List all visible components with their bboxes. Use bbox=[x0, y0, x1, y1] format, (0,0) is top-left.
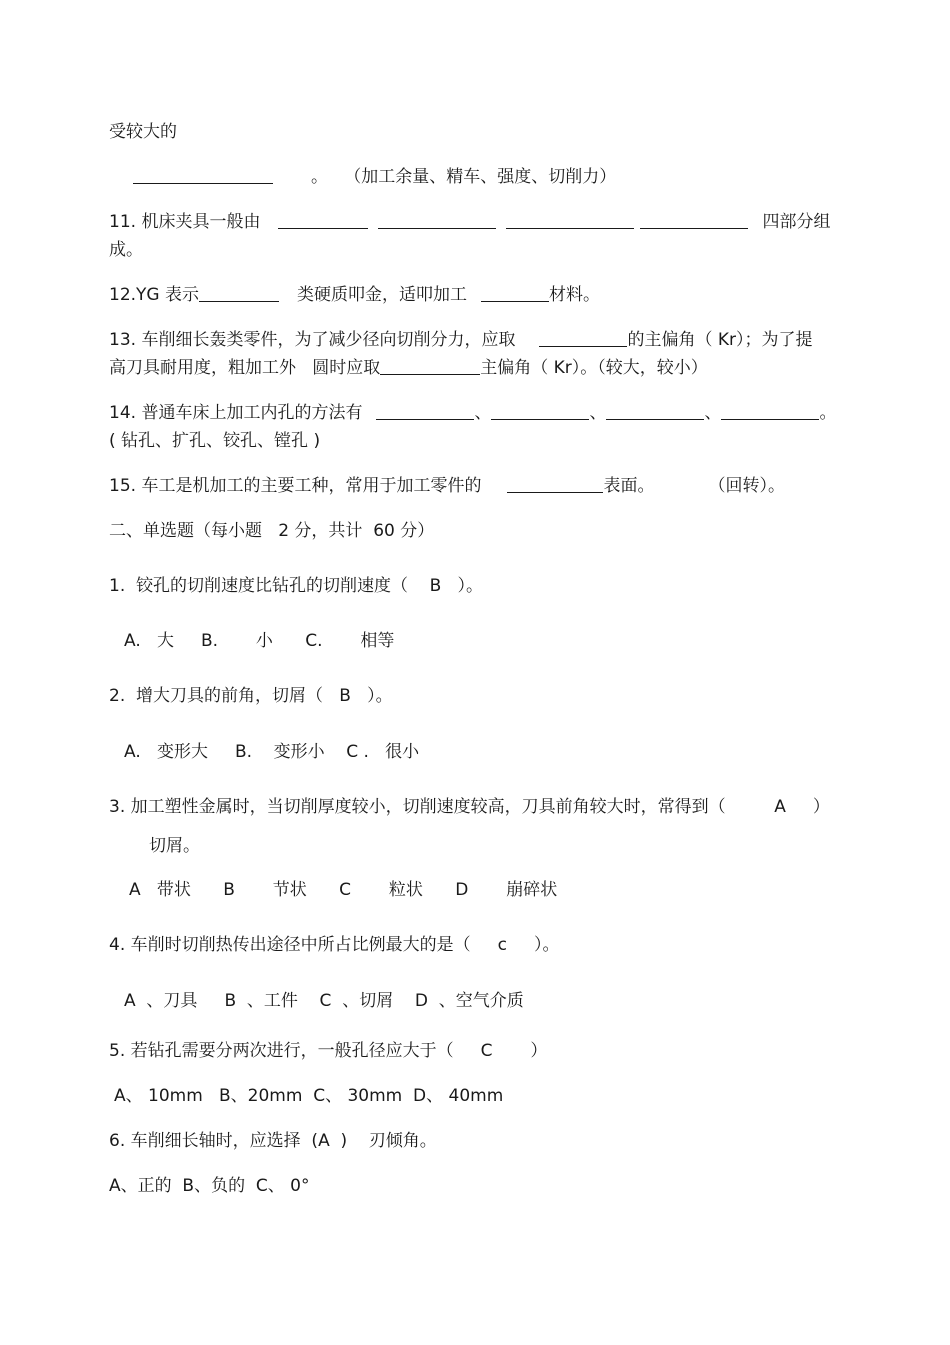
text-span: 11. 机床夹具一般由 bbox=[109, 212, 261, 232]
question-options: A、 10mm B、20mm C、 30mm D、 40mm bbox=[114, 1086, 504, 1106]
question-15 bbox=[109, 476, 785, 496]
answer-blank[interactable] bbox=[539, 330, 627, 347]
text-span: 类硬质叩金，适叩加工 bbox=[297, 285, 467, 305]
text-span: 、 bbox=[704, 403, 722, 423]
answer-blank[interactable] bbox=[133, 167, 273, 184]
answer-blank[interactable] bbox=[376, 403, 474, 420]
text-span: 的主偏角（ Kr）；为了提 bbox=[627, 330, 813, 350]
question-text: 4. 车削时切削热传出途径中所占比例最大的是（ c ）。 bbox=[109, 935, 560, 955]
text-line: ( 钻孔、扩孔、铰孔、镗孔 ) bbox=[109, 431, 321, 451]
answer-blank[interactable] bbox=[199, 285, 279, 302]
question-11 bbox=[109, 212, 830, 232]
question-options: A、正的 B、负的 C、 0° bbox=[109, 1176, 310, 1196]
text-span: 。 bbox=[819, 403, 837, 423]
question-options: A. 变形大 B. 变形小 C . 很小 bbox=[124, 742, 420, 762]
answer-blank[interactable] bbox=[278, 212, 368, 229]
text-span: 。 （加工余量、精车、强度、切削力） bbox=[311, 167, 617, 187]
text-line: 受较大的 bbox=[109, 122, 177, 142]
text-span: 表面。 （回转）。 bbox=[603, 476, 785, 496]
question-text: 5. 若钻孔需要分两次进行，一般孔径应大于（ C ） bbox=[109, 1041, 548, 1061]
section-heading: 二、单选题（每小题 2 分，共计 60 分） bbox=[109, 521, 435, 541]
answer-blank[interactable] bbox=[606, 403, 704, 420]
text-span: 四部分组 bbox=[762, 212, 831, 232]
question-options: A. 大 B. 小 C. 相等 bbox=[124, 631, 395, 651]
answer-blank[interactable] bbox=[721, 403, 819, 420]
text-span: 、 bbox=[589, 403, 607, 423]
question-text: 6. 车削细长轴时，应选择 (A ) 刃倾角。 bbox=[109, 1131, 437, 1151]
text-span: 高刀具耐用度，粗加工外 圆时应取 bbox=[109, 358, 381, 378]
question-text: 1. 铰孔的切削速度比钻孔的切削速度（ B ）。 bbox=[109, 576, 484, 596]
question-12 bbox=[109, 285, 600, 305]
text-span: 13. 车削细长轰类零件，为了减少径向切削分力，应取 bbox=[109, 330, 516, 350]
answer-blank[interactable] bbox=[378, 212, 496, 229]
text-line bbox=[109, 358, 708, 378]
question-options: A 带状 B 节状 C 粒状 D 崩碎状 bbox=[129, 880, 558, 900]
text-span: 、 bbox=[474, 403, 492, 423]
text-line: 成。 bbox=[109, 240, 143, 260]
answer-blank[interactable] bbox=[481, 285, 549, 302]
answer-blank[interactable] bbox=[491, 403, 589, 420]
question-options: A 、刀具 B 、工件 C 、切屑 D 、空气介质 bbox=[124, 991, 524, 1011]
text-span: 15. 车工是机加工的主要工种，常用于加工零件的 bbox=[109, 476, 482, 496]
question-14 bbox=[109, 403, 836, 423]
text-span: 材料。 bbox=[549, 285, 600, 305]
answer-blank[interactable] bbox=[506, 212, 634, 229]
answer-blank[interactable] bbox=[507, 476, 603, 493]
answer-blank[interactable] bbox=[640, 212, 748, 229]
text-span: 12.YG 表示 bbox=[109, 285, 199, 305]
question-13 bbox=[109, 330, 813, 350]
text-span: 主偏角（ Kr）。（较大，较小） bbox=[480, 358, 708, 378]
question-text: 2. 增大刀具的前角，切屑（ B ）。 bbox=[109, 686, 393, 706]
answer-blank[interactable] bbox=[380, 358, 480, 375]
text-line: 切屑。 bbox=[149, 836, 200, 856]
text-line bbox=[133, 167, 616, 187]
text-span: 14. 普通车床上加工内孔的方法有 bbox=[109, 403, 363, 423]
question-text: 3. 加工塑性金属时，当切削厚度较小，切削速度较高，刀具前角较大时，常得到（ A ） bbox=[109, 797, 830, 817]
